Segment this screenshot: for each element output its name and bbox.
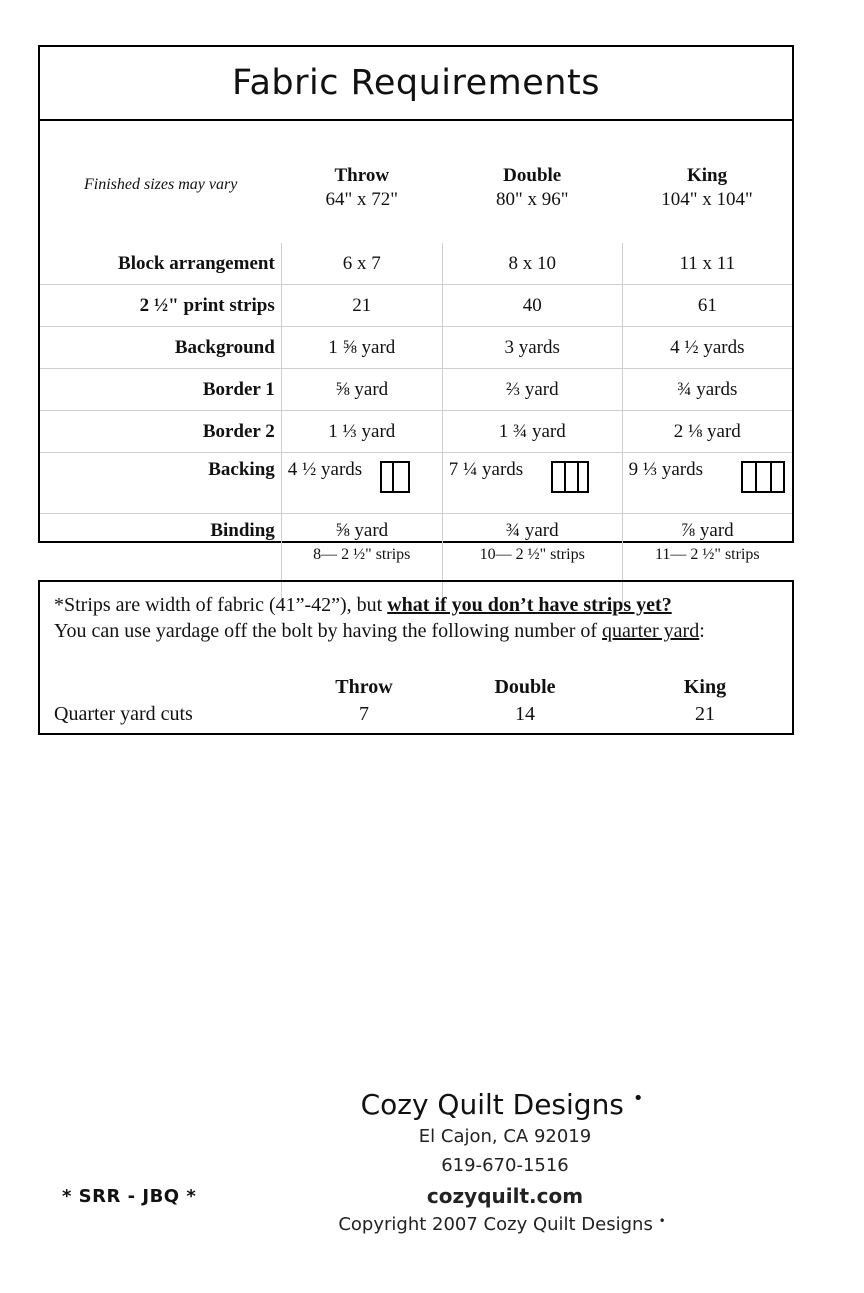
- backing-yardage: 4 ½ yards: [287, 459, 363, 480]
- backing-yardage: 9 ⅓ yards: [628, 459, 704, 480]
- strips-note-panel: [38, 580, 794, 735]
- column-name: Throw: [334, 165, 390, 186]
- table-row: [40, 285, 792, 327]
- fabric-requirements-table: [40, 133, 792, 604]
- table-cell: 4 ½ yards: [622, 327, 792, 369]
- footer-brand: [70, 1088, 864, 1121]
- column-size: 64" x 72": [325, 189, 399, 210]
- row-label: 2 ½" print strips: [40, 285, 281, 327]
- table-cell: 40: [442, 285, 622, 327]
- footer-phone: 619-670-1516: [441, 1155, 569, 1176]
- backing-yardage: 7 ¼ yards: [448, 459, 524, 480]
- table-row-backing: [40, 453, 792, 514]
- row-label: Border 2: [40, 411, 281, 453]
- sizes-note: Finished sizes may vary: [83, 176, 238, 193]
- row-label: Border 1: [40, 369, 281, 411]
- brand-name: Cozy Quilt Designs: [360, 1088, 624, 1121]
- row-label: Background: [40, 327, 281, 369]
- column-name: King: [687, 165, 728, 186]
- column-size: 80" x 96": [495, 189, 569, 210]
- table-row: [40, 327, 792, 369]
- column-header-throw: [281, 133, 442, 243]
- binding-yardage: ⅝ yard: [335, 520, 389, 541]
- fabric-requirements-title: Fabric Requirements: [40, 47, 792, 121]
- quarter-yard-values-row: [54, 701, 774, 728]
- row-label: Block arrangement: [118, 252, 275, 274]
- quarter-yard-header-row: [54, 674, 774, 701]
- quarter-yard-cuts-table: [54, 674, 774, 728]
- footer-website: cozyquilt.com: [426, 1184, 584, 1208]
- table-cell: 7: [359, 703, 369, 725]
- strips-note-question: what if you don’t have strips yet?: [387, 594, 672, 616]
- column-size: 104" x 104": [661, 189, 753, 210]
- table-cell: [622, 453, 792, 514]
- column-header-king: King: [683, 676, 727, 698]
- column-header-king: [622, 133, 792, 243]
- backing-layout-icon: [551, 461, 589, 493]
- copyright-mark: •: [658, 1214, 666, 1228]
- pattern-code: * SRR - JBQ *: [62, 1186, 197, 1207]
- table-row: [40, 411, 792, 453]
- binding-strips: 11— 2 ½" strips: [655, 546, 760, 563]
- table-cell: ⅔ yard: [442, 369, 622, 411]
- footer-city: El Cajon, CA 92019: [418, 1126, 592, 1147]
- backing-layout-icon: [380, 461, 410, 493]
- table-cell: 1 ⅝ yard: [281, 327, 442, 369]
- strips-note-colon: :: [699, 620, 705, 642]
- column-header-double: Double: [494, 676, 556, 698]
- column-header-double: [442, 133, 622, 243]
- table-cell: 21: [695, 703, 715, 725]
- table-row: [40, 369, 792, 411]
- table-cell: 1 ⅓ yard: [281, 411, 442, 453]
- binding-strips: 10— 2 ½" strips: [479, 546, 585, 563]
- table-cell: ¾ yards: [622, 369, 792, 411]
- table-header-row: [40, 133, 792, 243]
- strips-note-intro: *Strips are width of fabric (41”-42”), but: [54, 594, 388, 616]
- footer-copyright: [70, 1214, 864, 1235]
- table-cell: 3 yards: [442, 327, 622, 369]
- column-name: Double: [503, 165, 562, 186]
- binding-strips: 8— 2 ½" strips: [313, 546, 411, 563]
- table-cell: [442, 453, 622, 514]
- table-cell: 6 x 7: [281, 243, 442, 285]
- column-header-throw: Throw: [335, 676, 393, 698]
- fabric-requirements-panel: [38, 45, 794, 563]
- table-cell: 1 ¾ yard: [442, 411, 622, 453]
- table-cell: 14: [515, 703, 535, 725]
- copyright-text: Copyright 2007 Cozy Quilt Designs: [338, 1214, 653, 1235]
- table-cell: 8 x 10: [442, 243, 622, 285]
- brand-mark: •: [632, 1088, 644, 1109]
- strips-note-quarter-yard: quarter yard: [602, 620, 700, 642]
- table-cell: 2 ⅛ yard: [622, 411, 792, 453]
- binding-yardage: ¾ yard: [505, 520, 559, 541]
- strips-note-explanation: You can use yardage off the bolt by having the following number of: [54, 620, 603, 642]
- strips-note-text: [54, 592, 778, 644]
- backing-layout-icon: [741, 461, 785, 493]
- table-cell: 21: [281, 285, 442, 327]
- table-cell: ⅝ yard: [281, 369, 442, 411]
- table-cell: 61: [622, 285, 792, 327]
- row-label: Backing: [40, 453, 281, 514]
- row-label: Binding: [40, 514, 281, 605]
- table-cell: [281, 453, 442, 514]
- binding-yardage: ⅞ yard: [680, 520, 734, 541]
- table-row: [40, 243, 792, 285]
- row-label: Quarter yard cuts: [54, 703, 193, 725]
- table-cell: 11 x 11: [622, 243, 792, 285]
